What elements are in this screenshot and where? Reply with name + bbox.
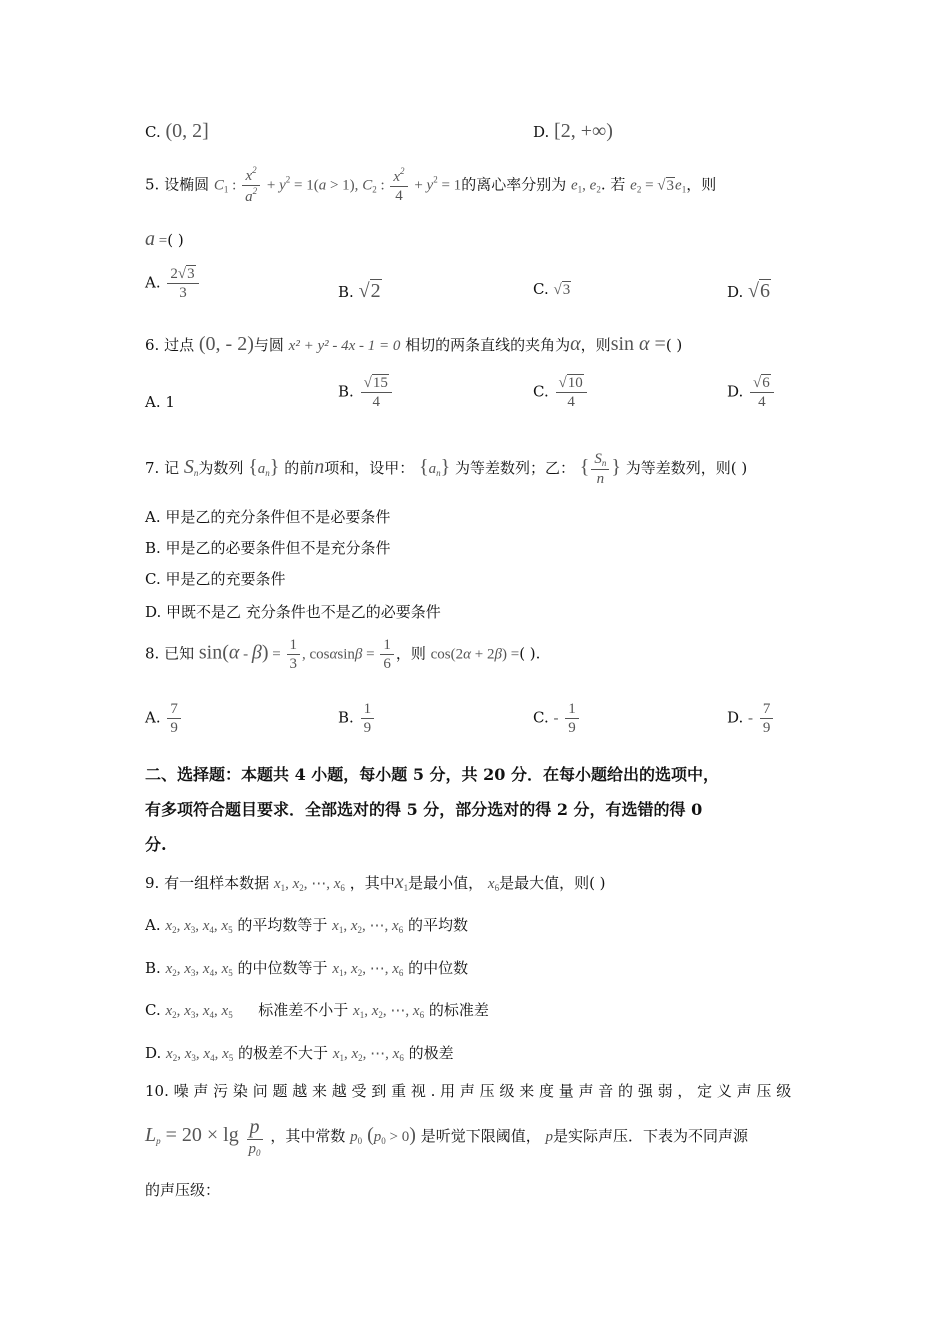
q8-option-b: B. $\frac{1}{9}$ [338, 700, 376, 737]
q5-stem-line2: a =( ) [145, 228, 184, 250]
q7-stem: 7. 记 $S_n$为数列 $\{a_n\}$ 的前n项和，设甲： $\{a_n\}$ 为等差数列；乙： { $\frac{S_n}{n}$ } 为等差数列，则( ) [145, 451, 748, 487]
q6-option-c: C. $\frac{√10}{4}$ [533, 374, 589, 411]
prev-option-d: D. [2, +∞) [533, 120, 613, 142]
q7-option-d: D. 甲既不是乙 充分条件也不是乙的必要条件 [145, 603, 441, 621]
q7-option-b: B. 甲是乙的必要条件但不是充分条件 [145, 539, 391, 557]
q8-option-d: D. - $\frac{7}{9}$ [727, 700, 775, 737]
q8-stem: 8. 已知 sin(α - β) = $\frac{1}{3}$ , cosαsinβ = $\frac{1}{6}$ ，则 cos(2α + 2β) =( ). [145, 637, 541, 672]
q7-option-a: A. 甲是乙的充分条件但不是必要条件 [145, 508, 391, 526]
q6-stem: 6. 过点 (0, - 2)与圆 x² + y² - 4x - 1 = 0 相切的两条直线的夹角为α，则sin α =( ) [145, 333, 683, 355]
section2-heading-line1: 二、选择题：本题共 4 小题，每小题 5 分，共 20 分．在每小题给出的选项中， [145, 765, 719, 784]
section2-heading-line3: 分. [145, 835, 167, 854]
q6-option-b: B. $\frac{√15}{4}$ [338, 374, 394, 411]
prev-option-d-math: [2, +∞) [554, 120, 613, 142]
q10-stem-line1: 10. 噪 声 污 染 问 题 越 来 越 受 到 重 视 . 用 声 压 级 来 度 量 声 音 的 强 弱 ， 定 义 声 压 级 [145, 1082, 792, 1100]
prev-option-c: C. (0, 2] [145, 120, 209, 142]
section2-heading-line2: 有多项符合题目要求．全部选对的得 5 分，部分选对的得 2 分，有选错的得 0 [145, 800, 703, 819]
q7-option-c: C. 甲是乙的充要条件 [145, 570, 286, 588]
q5-option-c: C. √3 [533, 280, 571, 298]
prev-option-c-math: (0, 2] [165, 120, 209, 142]
q5-option-a: A. $\frac{2√3}{3}$ [145, 265, 201, 302]
q8-option-a: A. $\frac{7}{9}$ [145, 700, 183, 737]
q6-option-a: A. 1 [145, 393, 175, 411]
q5-option-d: D. √6 [727, 280, 771, 302]
q6-option-d: D. $\frac{√6}{4}$ [727, 374, 776, 411]
q10-stem-line3: 的声压级： [145, 1181, 221, 1199]
q9-option-d: D. $x_2$, $x_3$, $x_4$, $x_5$ 的极差不大于 $x_1$, $x_2$, ⋯, $x_6$ 的极差 [145, 1044, 454, 1063]
q5-option-b: B. √2 [338, 280, 381, 302]
q9-option-b: B. $x_2$, $x_3$, $x_4$, $x_5$ 的中位数等于 $x_1$, $x_2$, ⋯, $x_6$ 的中位数 [145, 959, 469, 978]
q8-option-c: C. - $\frac{1}{9}$ [533, 700, 581, 737]
q10-stem-line2: $L_p = 20 \times \lg$ $\frac{p}{p_0}$ ，其中常数 $p_0$ $(p_0 > 0)$ 是听觉下限阈值， p是实际声压．下表为不同声源 [145, 1116, 749, 1158]
q9-option-a: A. $x_2$, $x_3$, $x_4$, $x_5$ 的平均数等于 $x_1$, $x_2$, ⋯, $x_6$ 的平均数 [145, 916, 468, 935]
q9-option-c: C. $x_2$, $x_3$, $x_4$, $x_5$ 标准差不小于 $x_1$, $x_2$, ⋯, $x_6$ 的标准差 [145, 1001, 489, 1020]
q5-stem-line1: 5. 设椭圆 $C_1$ : $\frac{x^2}{a^2}$ + $y^2 = 1(a > 1)$, $C_2$ : $\frac{x^2}{4}$ + $y^2 = 1$的离心率分别为 $e_1$, $e_2$. 若 $e_2 = √3e_1$，则 [145, 165, 717, 205]
q9-stem: 9. 有一组样本数据 $x_1$, $x_2$, ⋯, $x_6$ ，其中$x_1$是最小值， $x_6$是最大值，则( ) [145, 871, 606, 893]
